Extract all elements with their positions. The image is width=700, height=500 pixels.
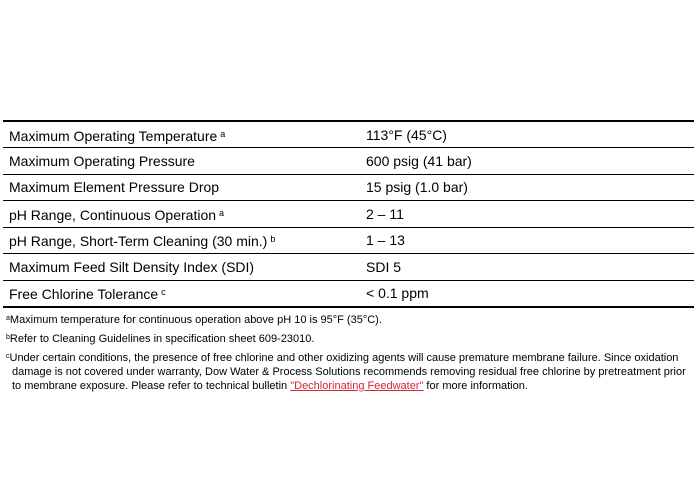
footnote-ref: c bbox=[161, 287, 166, 297]
footnote-text: Maximum temperature for continuous operation above pH 10 is 95°F (35°C). bbox=[9, 314, 382, 326]
parameter-cell bbox=[3, 227, 364, 254]
table-row bbox=[3, 227, 694, 254]
footnote-ref: a bbox=[219, 207, 225, 218]
footnote-mark: a bbox=[6, 315, 10, 322]
parameter-label: Maximum Feed Silt Density Index (SDI) bbox=[9, 258, 255, 275]
table-row bbox=[3, 148, 694, 175]
footnote-mark: b bbox=[6, 334, 10, 341]
value-cell: 113°F (45°C) bbox=[364, 121, 694, 148]
footnote-a bbox=[6, 312, 694, 327]
footnote-ref: b bbox=[270, 234, 276, 245]
value-cell: 1 – 13 bbox=[364, 227, 694, 254]
value-cell: 600 psig (41 bar) bbox=[364, 148, 694, 175]
parameter-cell bbox=[3, 201, 364, 228]
value-cell: SDI 5 bbox=[364, 254, 694, 281]
footnote-c bbox=[6, 350, 694, 393]
parameter-cell bbox=[3, 254, 364, 281]
table-row bbox=[3, 254, 694, 281]
footnote-text: for more information. bbox=[423, 380, 528, 392]
value-cell: 15 psig (1.0 bar) bbox=[364, 174, 694, 201]
parameter-label: pH Range, Short-Term Cleaning (30 min.) bbox=[9, 233, 268, 250]
table-row bbox=[3, 280, 694, 307]
parameter-cell bbox=[3, 121, 364, 148]
parameter-label: Maximum Operating Pressure bbox=[9, 152, 195, 169]
dechlorinating-feedwater-link[interactable]: "Dechlorinating Feedwater" bbox=[290, 380, 424, 392]
parameter-label: Maximum Operating Temperature bbox=[9, 127, 218, 144]
parameter-label: pH Range, Continuous Operation bbox=[9, 206, 217, 223]
table-row bbox=[3, 201, 694, 228]
footnotes bbox=[6, 312, 694, 397]
parameter-label: Maximum Element Pressure Drop bbox=[9, 179, 220, 196]
footnote-ref: a bbox=[220, 128, 226, 139]
footnote-text: Refer to Cleaning Guidelines in specification sheet 609-23010. bbox=[9, 333, 315, 345]
value-cell: < 0.1 ppm bbox=[364, 280, 694, 307]
parameter-cell bbox=[3, 148, 364, 175]
table-row bbox=[3, 174, 694, 201]
parameter-cell bbox=[3, 280, 364, 307]
parameter-cell bbox=[3, 174, 364, 201]
table-row bbox=[3, 121, 694, 148]
value-cell: 2 – 11 bbox=[364, 201, 694, 228]
footnote-text: Under certain conditions, the presence of free chlorine and other oxidizing agents will cause premature membrane failure. Since oxidation damage is not covered under warranty, Dow Water & Process Solutions recommends removing residual free chlorine by pretreatment prior to membrane exposure. Please refer to technical bulletin bbox=[9, 352, 686, 392]
specifications-table bbox=[3, 120, 694, 308]
footnote-mark: c bbox=[6, 353, 10, 360]
parameter-label: Free Chlorine Tolerance bbox=[9, 286, 159, 302]
footnote-b bbox=[6, 331, 694, 346]
